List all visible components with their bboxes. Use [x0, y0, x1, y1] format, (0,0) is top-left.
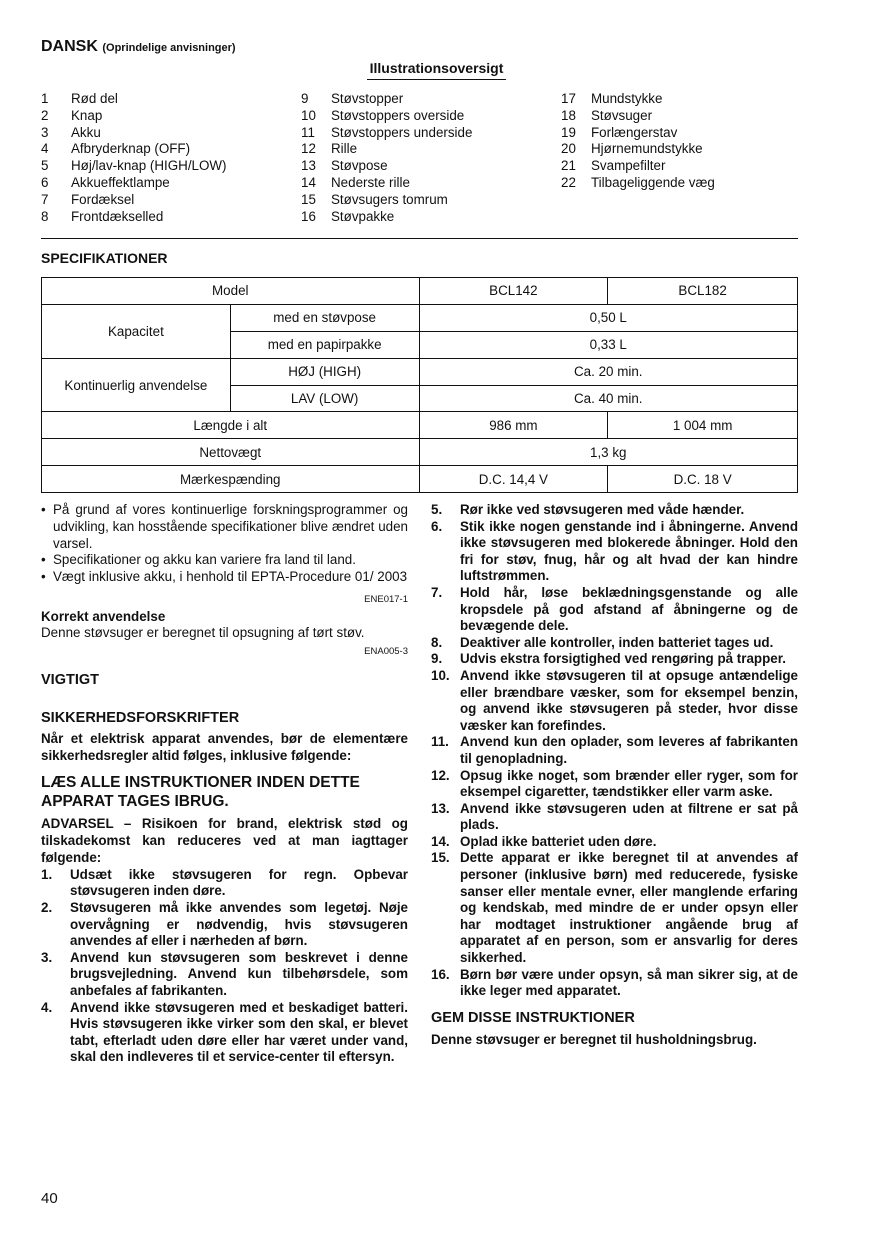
- list-item-text: Rør ikke ved støvsugeren med våde hænder.: [460, 502, 745, 517]
- table-cell: 0,33 L: [419, 331, 797, 358]
- list-item-label: Støvsuger: [591, 107, 653, 123]
- document-code: ENE017-1: [364, 593, 408, 605]
- list-item-number: 3: [41, 124, 49, 140]
- list-item: [41, 108, 227, 125]
- list-item: [41, 141, 227, 158]
- list-item-label: Nederste rille: [331, 174, 410, 190]
- list-item: [301, 158, 472, 175]
- table-cell: BCL182: [608, 278, 798, 305]
- list-item-label: Rød del: [71, 91, 118, 106]
- list-item-label: Forlængerstav: [591, 124, 678, 140]
- list-item-number: 13: [301, 158, 316, 174]
- list-item-number: 7.: [431, 584, 443, 600]
- table-cell: med en støvpose: [230, 304, 419, 331]
- warning-text: ADVARSEL – Risikoen for brand, elektrisk stød og tilskadekomst kan reduceres ved at man iagttager følgende:: [41, 816, 408, 865]
- list-item: [431, 834, 798, 851]
- list-item-number: 4: [41, 141, 49, 157]
- illustration-column-3: [561, 91, 715, 192]
- table-cell: Nettovægt: [42, 439, 420, 466]
- list-item-number: 10: [301, 107, 316, 123]
- table-row: [42, 439, 798, 466]
- list-item: [41, 158, 227, 175]
- list-item: [431, 850, 798, 966]
- read-all-heading: LÆS ALLE INSTRUKTIONER INDEN DETTE APPARAT TAGES IBRUG.: [41, 774, 360, 811]
- list-item-number: 2.: [41, 899, 53, 915]
- list-item-text: Anvend kun støvsugeren som beskrevet i denne brugsvejledning. Anvend kun tilbehørsdele, som anbefales af fabrikanten.: [70, 949, 408, 998]
- list-item: [431, 651, 798, 668]
- table-cell: LAV (LOW): [230, 385, 419, 412]
- list-item: [561, 158, 715, 175]
- list-item-label: Hjørnemundstykke: [591, 141, 703, 157]
- table-row: [42, 466, 798, 493]
- list-item-label: Støvstopper: [331, 91, 404, 106]
- list-item-number: 13.: [431, 800, 450, 816]
- table-cell: 0,50 L: [419, 304, 797, 331]
- list-item: [561, 141, 715, 158]
- illustration-column-1: [41, 91, 227, 225]
- language-subtitle: (Oprindelige anvisninger): [102, 42, 236, 54]
- language-heading: [41, 38, 236, 56]
- list-item: [561, 175, 715, 192]
- list-item-text: Børn bør være under opsyn, så man sikrer sig, at de ikke leger med apparatet.: [460, 966, 798, 999]
- table-cell: 1 004 mm: [608, 412, 798, 439]
- list-item: [41, 1000, 408, 1066]
- list-item: • Vægt inklusive akku, i henhold til EPTA-Procedure 01/ 2003: [41, 569, 408, 586]
- list-item-text: Støvsugeren må ikke anvendes som legetøj. Nøje overvågning er nødvendig, hvis støvsugeren anvendes af eller i nærheden af børn.: [70, 899, 408, 949]
- list-item-number: 12.: [431, 767, 450, 783]
- specifications-title: SPECIFIKATIONER: [41, 250, 168, 266]
- list-item-number: 6: [41, 174, 49, 190]
- safety-list-right: [431, 502, 798, 1000]
- intended-use-title: Korrekt anvendelse: [41, 608, 166, 624]
- list-item: [561, 108, 715, 125]
- list-item-number: 11: [301, 124, 315, 140]
- list-item-number: 22: [561, 174, 576, 190]
- list-item-label: Svampefilter: [591, 158, 666, 174]
- list-item-number: 9.: [431, 651, 443, 667]
- list-item: [301, 209, 472, 226]
- list-item-number: 8.: [431, 634, 443, 650]
- list-item-number: 1.: [41, 866, 53, 882]
- list-item: [431, 635, 798, 652]
- list-item: [561, 125, 715, 142]
- list-item-text: Hold hår, løse beklædningsgenstande og alle kropsdele på god afstand af åbningerne og de bevægende dele.: [460, 584, 798, 634]
- language-label: DANSK: [41, 38, 98, 55]
- list-item-label: Støvstoppers overside: [331, 107, 465, 123]
- table-cell: Mærkespænding: [42, 466, 420, 493]
- list-item-number: 17: [561, 91, 576, 106]
- list-item: • På grund af vores kontinuerlige forskningsprogrammer og udvikling, kan hosstående specifikationer blive ændret uden varsel.: [41, 502, 408, 552]
- list-item-text: Anvend kun den oplader, som leveres af fabrikanten til genopladning.: [460, 734, 798, 766]
- table-row: [42, 304, 798, 331]
- list-item-text: Udsæt ikke støvsugeren for regn. Opbevar støvsugeren inden døre.: [70, 866, 408, 899]
- section-divider: [41, 238, 798, 239]
- list-item-label: Høj/lav-knap (HIGH/LOW): [71, 158, 227, 174]
- list-item-number: 10.: [431, 667, 450, 683]
- illustration-column-2: [301, 91, 472, 225]
- important-heading: VIGTIGT: [41, 671, 99, 688]
- list-item: [41, 950, 408, 1000]
- household-text: Denne støvsuger er beregnet til husholdningsbrug.: [431, 1031, 757, 1047]
- table-row: [42, 358, 798, 385]
- list-item-label: Tilbageliggende væg: [591, 174, 715, 190]
- list-item: [41, 900, 408, 950]
- right-column: [431, 502, 798, 1049]
- list-item-number: 3.: [41, 949, 53, 965]
- list-item-number: 21: [561, 158, 576, 174]
- table-cell: med en papirpakke: [230, 331, 419, 358]
- list-item: [301, 192, 472, 209]
- list-item: [41, 125, 227, 142]
- save-instructions-heading: GEM DISSE INSTRUKTIONER: [431, 1009, 635, 1026]
- table-cell: BCL142: [419, 278, 608, 305]
- table-cell: Ca. 40 min.: [419, 385, 797, 412]
- list-item-number: 14.: [431, 833, 450, 849]
- safety-title: SIKKERHEDSFORSKRIFTER: [41, 709, 240, 726]
- list-item-label: Frontdækselled: [71, 208, 164, 224]
- list-item: [431, 967, 798, 1000]
- list-item-number: 18: [561, 107, 576, 123]
- list-item-number: 5.: [431, 502, 443, 517]
- list-item: [431, 734, 798, 767]
- list-item-text: Deaktiver alle kontroller, inden batteriet tages ud.: [460, 634, 774, 650]
- list-item-number: 8: [41, 208, 49, 224]
- table-cell: Længde i alt: [42, 412, 420, 439]
- illustration-title-text: Illustrationsoversigt: [367, 60, 507, 80]
- table-cell: Model: [42, 278, 420, 305]
- list-item-number: 11.: [431, 734, 449, 750]
- list-item-label: Rille: [331, 141, 358, 157]
- list-item-number: 9: [301, 91, 309, 106]
- list-item: [561, 91, 715, 108]
- list-item-number: 5: [41, 158, 49, 174]
- list-item: [301, 108, 472, 125]
- list-item-label: Støvpose: [331, 158, 388, 174]
- list-item-text: Oplad ikke batteriet uden døre.: [460, 833, 657, 849]
- list-item: [301, 141, 472, 158]
- list-item-text: Dette apparat er ikke beregnet til at anvendes af personer (inklusive børn) med reducerede, fysiske sanser eller mentale evner, eller manglende erfaring og kendskab, med mindre de er under opsyn eller har modtaget instruktioner angående brug af apparatet af en person, som er ansvarlig for deres sikkerhed.: [460, 850, 798, 966]
- list-item-label: Mundstykke: [591, 91, 663, 106]
- list-item-label: Akku: [71, 124, 101, 140]
- list-item-number: 1: [41, 91, 49, 106]
- list-item-number: 4.: [41, 999, 53, 1015]
- list-item: [431, 768, 798, 801]
- list-item-text: Opsug ikke noget, som brænder eller ryger, som for eksempel cigaretter, tændstikker eller varm aske.: [460, 767, 798, 800]
- table-cell: Ca. 20 min.: [419, 358, 797, 385]
- list-item-number: 16: [301, 208, 316, 224]
- list-item-text: Anvend ikke støvsugeren til at opsuge antændelige eller brændbare væsker, som for eksempel benzin, og anvend ikke støvsugeren på steder, hvor disse væsker kan forefindes.: [460, 667, 798, 733]
- list-item-number: 6.: [431, 518, 443, 534]
- illustration-title: [0, 60, 875, 80]
- list-item-label: Afbryderknap (OFF): [71, 141, 191, 157]
- table-row: [42, 278, 798, 305]
- list-item-text: Anvend ikke støvsugeren med et beskadiget batteri. Hvis støvsugeren ikke virker som den skal, er blevet tabt, efterladt uden døre eller har været under vand, skal den indleveres til et service-center til eftersyn.: [70, 999, 408, 1065]
- list-item: [431, 801, 798, 834]
- list-item-text: Stik ikke nogen genstande ind i åbningerne. Anvend ikke støvsugeren med blokerede åbninger. Hold den fri for støv, fnug, hår og alt hvad der kan hindre luftstrømmen.: [460, 518, 798, 584]
- spec-notes: [41, 502, 408, 586]
- list-item: [41, 867, 408, 900]
- list-item-number: 12: [301, 141, 316, 157]
- list-item-number: 7: [41, 191, 49, 207]
- list-item: [41, 209, 227, 226]
- table-cell: 986 mm: [419, 412, 608, 439]
- table-cell: Kapacitet: [42, 304, 231, 358]
- list-item: [41, 175, 227, 192]
- list-item: [301, 91, 472, 108]
- safety-intro: Når et elektrisk apparat anvendes, bør de elementære sikkerhedsregler altid følges, inklusive følgende:: [41, 730, 408, 763]
- document-code: ENA005-3: [364, 645, 408, 657]
- list-item-label: Fordæksel: [71, 191, 135, 207]
- safety-list-left: [41, 867, 408, 1066]
- list-item: [301, 125, 472, 142]
- table-cell: Kontinuerlig anvendelse: [42, 358, 231, 412]
- list-item-number: 2: [41, 107, 49, 123]
- table-cell: HØJ (HIGH): [230, 358, 419, 385]
- intended-use-text: Denne støvsuger er beregnet til opsugning af tørt støv.: [41, 624, 365, 640]
- list-item-label: Støvsugers tomrum: [331, 191, 448, 207]
- list-item: [431, 519, 798, 585]
- table-row: [42, 412, 798, 439]
- table-cell: D.C. 14,4 V: [419, 466, 608, 493]
- list-item-number: 14: [301, 174, 316, 190]
- list-item-label: Akkueffektlampe: [71, 174, 170, 190]
- list-item-number: 15.: [431, 850, 450, 866]
- list-item-number: 15: [301, 191, 316, 207]
- list-item: [431, 585, 798, 635]
- list-item: [41, 91, 227, 108]
- list-item-number: 16.: [431, 966, 450, 982]
- list-item: [301, 175, 472, 192]
- list-item-number: 20: [561, 141, 576, 157]
- list-item-label: Støvpakke: [331, 208, 395, 224]
- list-item-label: Knap: [71, 107, 103, 123]
- list-item: • Specifikationer og akku kan variere fra land til land.: [41, 552, 408, 569]
- list-item-label: Støvstoppers underside: [331, 124, 473, 140]
- page-number: 40: [41, 1190, 58, 1207]
- list-item-text: Udvis ekstra forsigtighed ved rengøring på trapper.: [460, 651, 786, 667]
- list-item: [41, 192, 227, 209]
- list-item-number: 19: [561, 124, 576, 140]
- table-cell: D.C. 18 V: [608, 466, 798, 493]
- specifications-table: [41, 277, 798, 493]
- list-item: [431, 502, 798, 519]
- list-item: [431, 668, 798, 734]
- left-column: [41, 502, 408, 1066]
- table-cell: 1,3 kg: [419, 439, 797, 466]
- list-item-text: Anvend ikke støvsugeren uden at filtrene er sat på plads.: [460, 800, 798, 833]
